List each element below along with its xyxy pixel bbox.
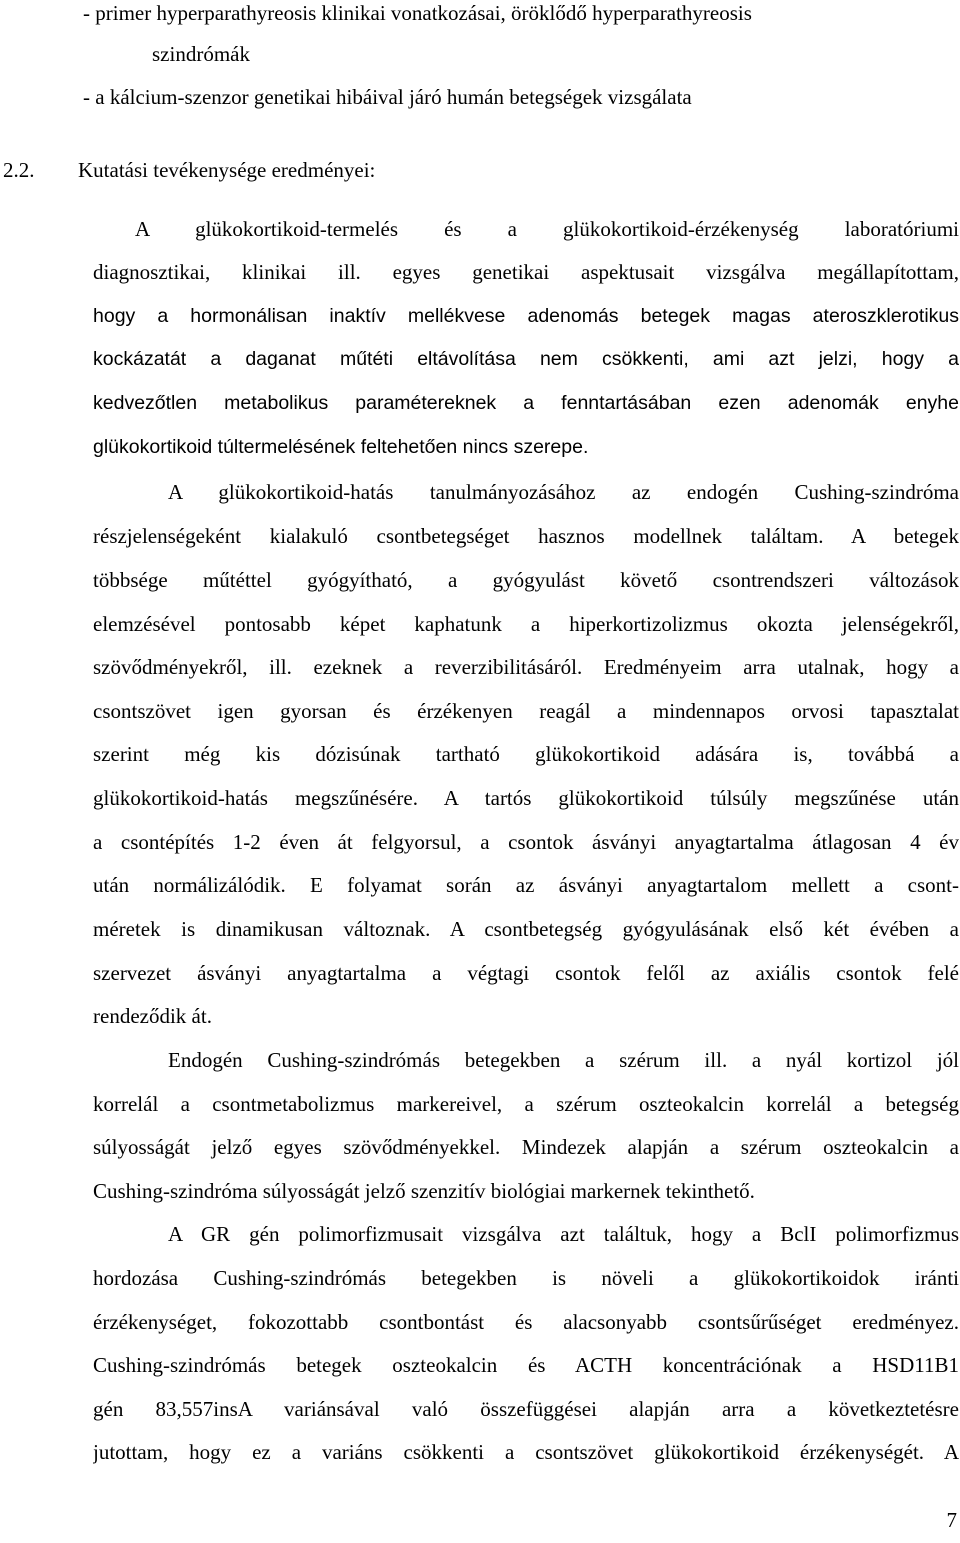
paragraph-line: súlyosságát jelző egyes szövődményekkel. Mindezek alapján a szérum oszteokalcin a	[93, 1135, 959, 1159]
paragraph-line: csontszövet igen gyorsan és érzékenyen reagál a mindennapos orvosi tapasztalat	[93, 699, 959, 723]
paragraph-line: Cushing-szindrómás betegek oszteokalcin és ACTH koncentrációnak a HSD11B1	[93, 1353, 959, 1377]
page-number: 7	[946, 1508, 957, 1532]
section-title: Kutatási tevékenysége eredményei:	[78, 158, 376, 182]
paragraph-line: hordozása Cushing-szindrómás betegekben is növeli a glükokortikoidok iránti	[93, 1266, 959, 1290]
paragraph-line: érzékenységet, fokozottabb csontbontást és alacsonyabb csontsűrűséget eredményez.	[93, 1310, 959, 1334]
paragraph-line: A glükokortikoid-hatás tanulmányozásához az endogén Cushing-szindróma	[168, 480, 959, 504]
paragraph-line: a csontépítés 1-2 éven át felgyorsul, a csontok ásványi anyagtartalma átlagosan 4 év	[93, 830, 959, 854]
paragraph-line: Endogén Cushing-szindrómás betegekben a szérum ill. a nyál kortizol jól	[168, 1048, 959, 1072]
paragraph-line: szövődményekről, ill. ezeknek a reverzibilitásáról. Eredményeim arra utalnak, hogy a	[93, 655, 959, 679]
paragraph-line: elemzésével pontosabb képet kaphatunk a hiperkortizolizmus okozta jelenségekről,	[93, 612, 959, 636]
list-item-hyperparathyreosis: - primer hyperparathyreosis klinikai vonatkozásai, öröklődő hyperparathyreosis	[83, 1, 752, 25]
list-item-hyperparathyreosis-continuation: szindrómák	[152, 42, 250, 66]
paragraph-line: gén 83,557insA variánsával való összefüggései alapján arra a következtetésre	[93, 1397, 959, 1421]
paragraph-line: részjelenségeként kialakuló csontbetegséget hasznos modellnek találtam. A betegek	[93, 524, 959, 548]
paragraph-line: szervezet ásványi anyagtartalma a végtagi csontok felől az axiális csontok felé	[93, 961, 959, 985]
paragraph-line: szerint még kis dózisúnak tartható glükokortikoid adására is, továbbá a	[93, 742, 959, 766]
paragraph-line: korrelál a csontmetabolizmus markereivel, a szérum oszteokalcin korrelál a betegség	[93, 1092, 959, 1116]
paragraph-line: többsége műtéttel gyógyítható, a gyógyulást követő csontrendszeri változások	[93, 568, 959, 592]
paragraph-line: A glükokortikoid-termelés és a glükokortikoid-érzékenység laboratóriumi	[135, 217, 959, 241]
paragraph-line: méretek is dinamikusan változnak. A csontbetegség gyógyulásának első két évében a	[93, 917, 959, 941]
paragraph-line: A GR gén polimorfizmusait vizsgálva azt találtuk, hogy a BclI polimorfizmus	[168, 1222, 959, 1246]
list-item-calcium-sensor: - a kálcium-szenzor genetikai hibáival járó humán betegségek vizsgálata	[83, 85, 692, 109]
paragraph-line: kockázatát a daganat műtéti eltávolítása nem csökkenti, ami azt jelzi, hogy a	[93, 348, 959, 370]
section-number: 2.2.	[3, 158, 35, 182]
paragraph-line: glükokortikoid túltermelésének feltehetően nincs szerepe.	[93, 436, 589, 458]
paragraph-line: jutottam, hogy ez a variáns csökkenti a csontszövet glükokortikoid érzékenységét. A	[93, 1440, 959, 1464]
paragraph-line: Cushing-szindróma súlyosságát jelző szenzitív biológiai markernek tekinthető.	[93, 1179, 755, 1203]
paragraph-line	[93, 258, 959, 286]
paragraph-line: után normálizálódik. E folyamat során az ásványi anyagtartalom mellett a csont-	[93, 873, 959, 897]
paragraph-line: hogy a hormonálisan inaktív mellékvese adenomás betegek magas ateroszklerotikus	[93, 305, 959, 327]
paragraph-line: kedvezőtlen metabolikus paramétereknek a fenntartásában ezen adenomák enyhe	[93, 392, 959, 414]
paragraph-line: glükokortikoid-hatás megszűnésére. A tartós glükokortikoid túlsúly megszűnése után	[93, 786, 959, 810]
paragraph-line-text: diagnosztikai, klinikai ill. egyes genetikai aspektusait vizsgálva megállapítottam,	[93, 260, 959, 284]
paragraph-line: rendeződik át.	[93, 1004, 212, 1028]
